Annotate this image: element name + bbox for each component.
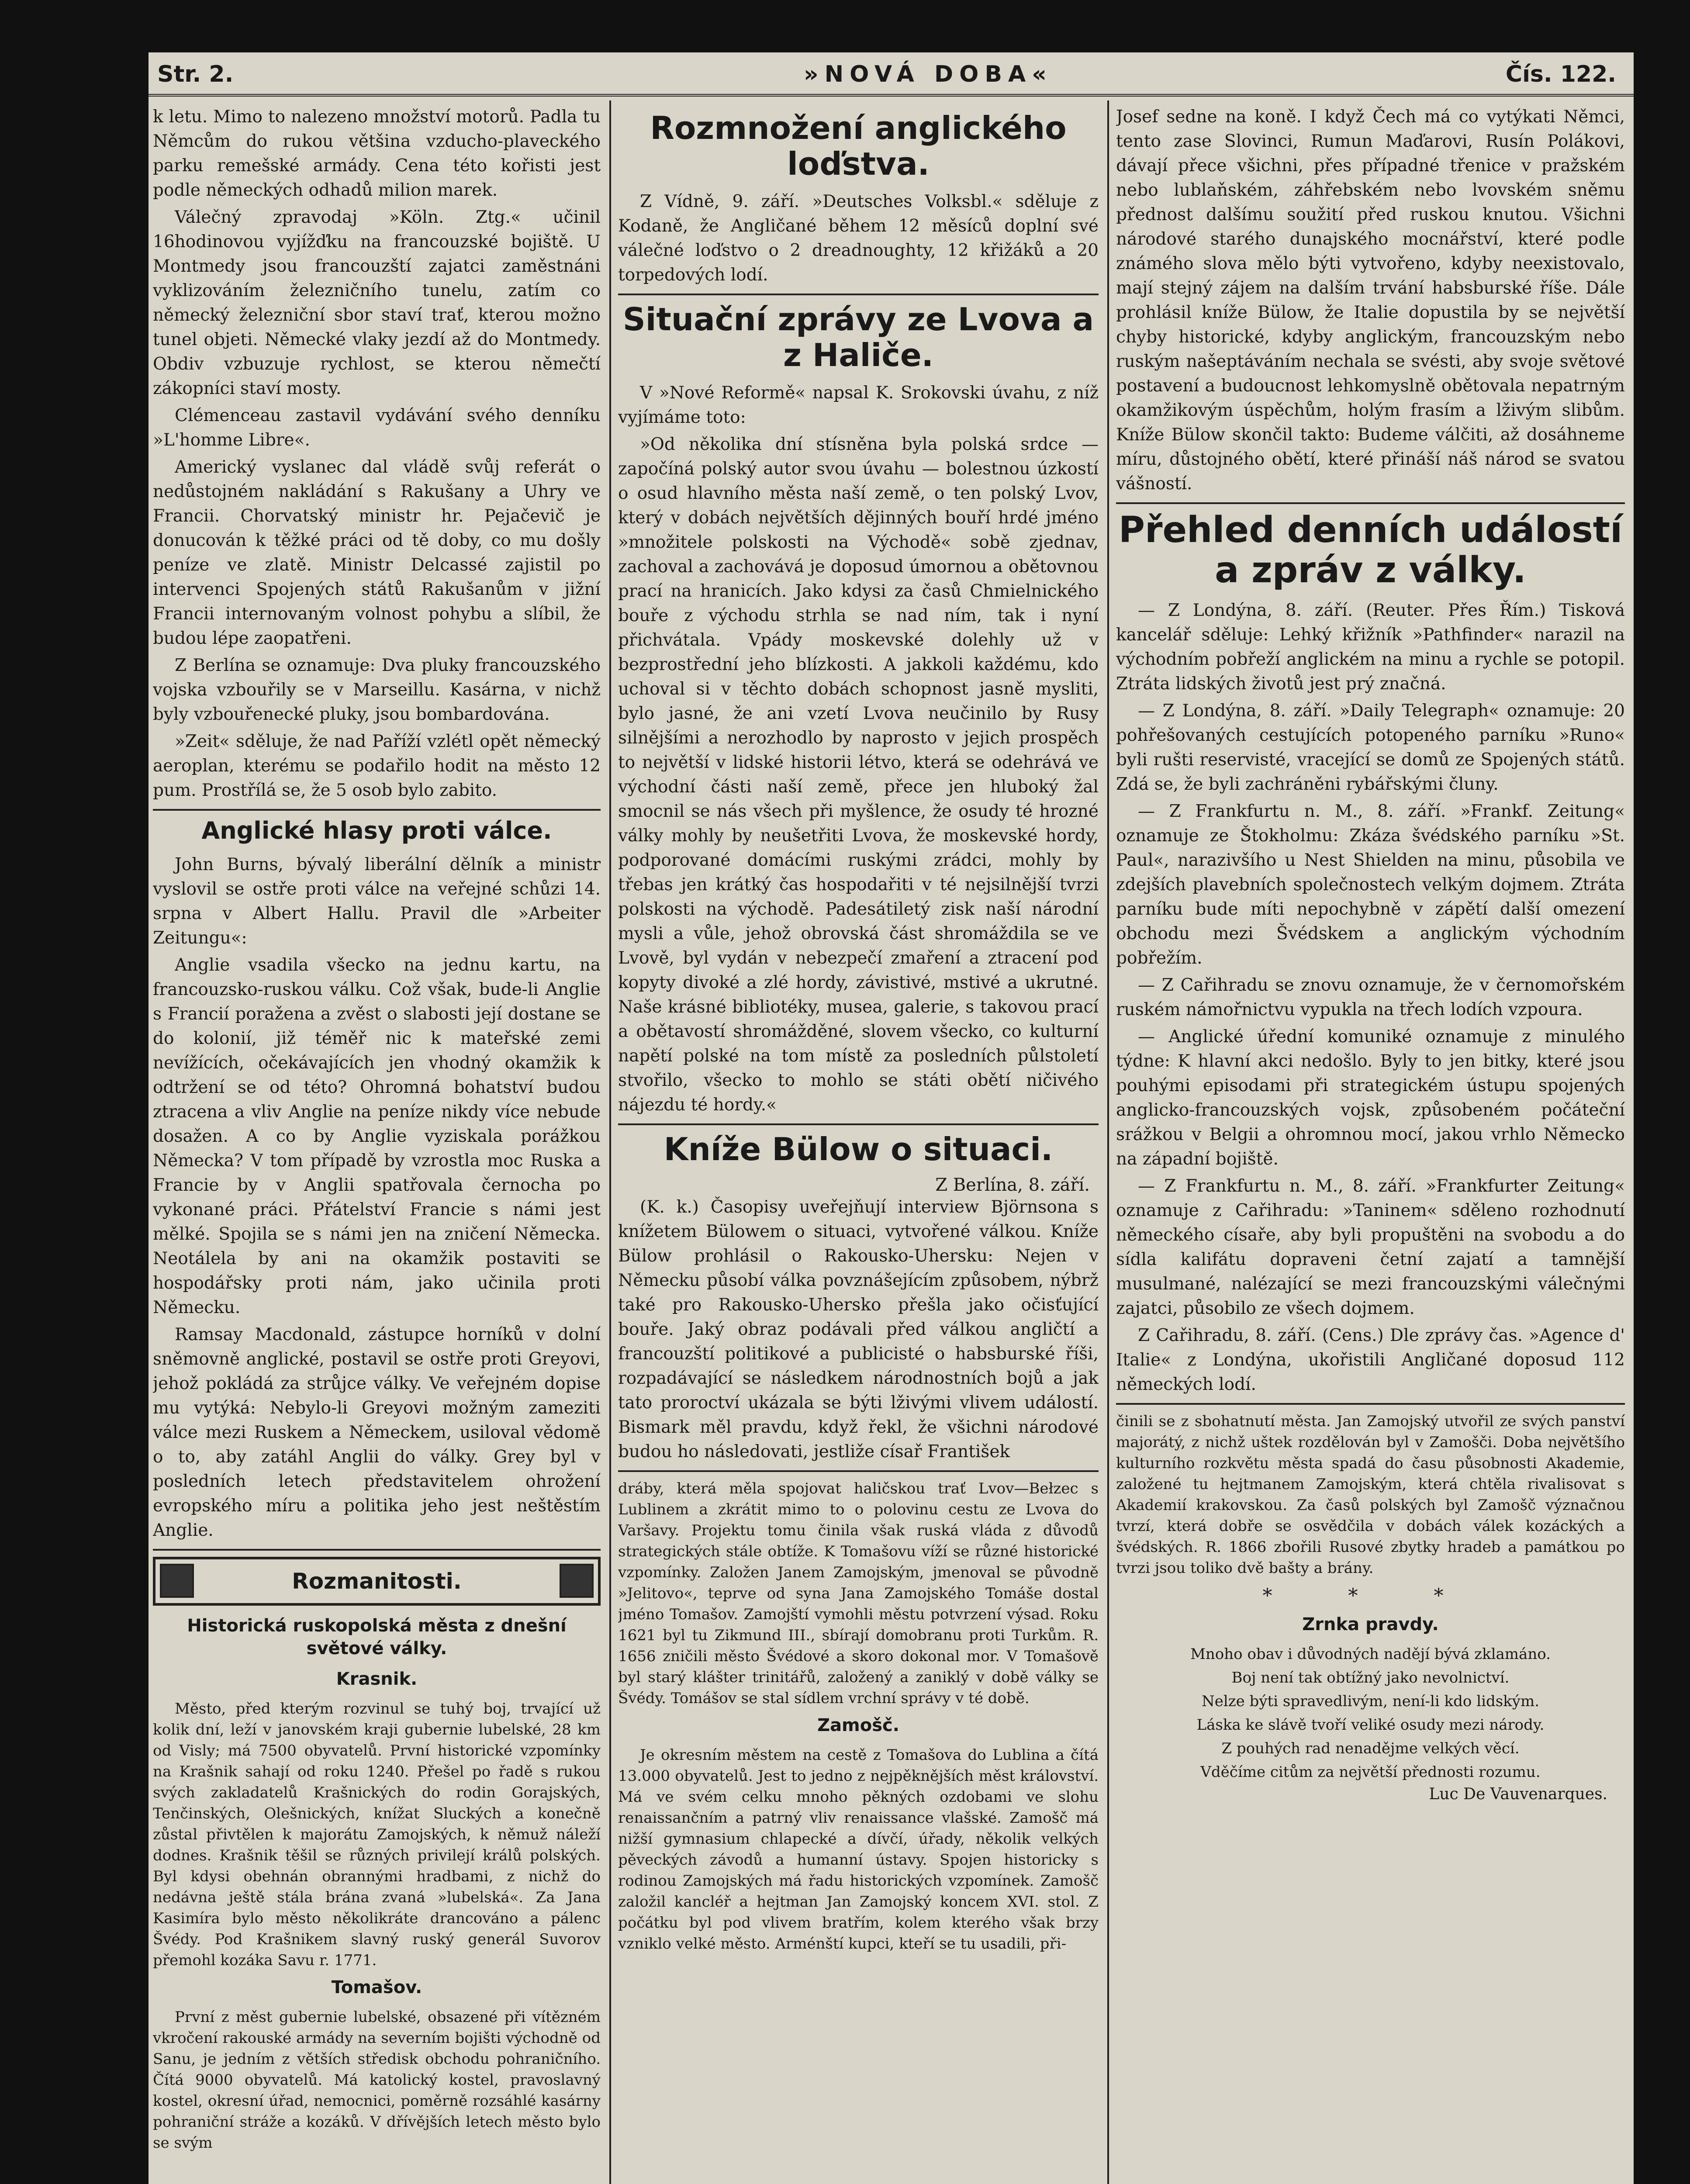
article-paragraph: Z Vídně, 9. září. »Deutsches Volksbl.« sděluje z Kodaně, že Angličané během 12 měsíců doplní své válečné loďstvo o 2 dreadnoughty, 12 křižáků a 20 torpedových lodí. xyxy=(618,192,1099,285)
article-paragraph: V »Nové Reformě« napsal K. Srokovski úvahu, z níž vyjímáme toto: xyxy=(618,383,1099,427)
article-paragraph: Americký vyslanec dal vládě svůj referát o nedůstojném nakládání s Rakušany a Uhry ve Francii. Chorvatský ministr hr. Pejačevič je donucován k těžké práci od tě doby, co mu došly peníze ve zlatě. Ministr Delcassé zajistil po intervenci Spojených států Rakušanům v jižní Francii internovaným volnost pohybu a slíbil, že budou lépe zaopatřeni. xyxy=(153,457,601,648)
headline-knize-bulow: Kníže Bülow o situaci. xyxy=(664,1131,1053,1168)
column-divider-2 xyxy=(1107,100,1109,2184)
headline-anglicke-hlasy: Anglické hlasy proti válce. xyxy=(201,817,552,844)
article-paragraph: Clémenceau zastavil vydávání svého denníku »L'homme Libre«. xyxy=(153,406,601,450)
article-paragraph: — Z Londýna, 8. září. »Daily Telegraph« oznamuje: 20 pohřešovaných cestujících potopeného parníku »Runo« byli rušti reservisté, vracející se domů ze Spojených států. Zdá se, že byli zachráněni rybářskými čluny. xyxy=(1116,701,1625,794)
issue-number: Čís. 122. xyxy=(1505,61,1616,87)
dateline: Z Berlína, 8. září. xyxy=(935,1175,1090,1195)
headline-zrnka-pravdy: Zrnka pravdy. xyxy=(1302,1614,1439,1635)
article-paragraph: — Z Frankfurtu n. M., 8. září. »Frankfurter Zeitung« oznamuje z Cařihradu: »Taninem« sděleno rozhodnutí německého císaře, aby byli propuštěni na svobodu a do sídla kalifátu dopraveni četní zajatí a tamnější musulmané, nalézající se mezi francouzskými válečnými zajatci, působilo ze všech dojmem. xyxy=(1116,1176,1625,1318)
headline-historicka-mesta: Historická ruskopolská města z dnešní světové války. xyxy=(187,1616,567,1659)
section-rule xyxy=(618,294,1099,295)
aphorism: Mnoho obav i důvodných nadějí bývá zklamáno. xyxy=(1190,1645,1551,1663)
column-divider-1 xyxy=(609,100,611,2184)
column-1 xyxy=(153,105,601,2184)
headline-rozmnozeni-lodstva: Rozmnožení anglického loďstva. xyxy=(650,110,1067,182)
article-paragraph: — Z Londýna, 8. září. (Reuter. Přes Řím.) Tisková kancelář sděluje: Lehký křižník »Pathfinder« narazil na východním pobřeží anglickém na minu a rychle se potopil. Ztráta lidských životů jest prý značná. xyxy=(1116,601,1625,694)
aphorism: Z pouhých rad nenadějme velkých věcí. xyxy=(1221,1740,1520,1757)
article-paragraph: Anglie vsadila všecko na jednu kartu, na francouzsko-ruskou válku. Což však, bude-li Anglie s Francií poražena a zvěst o slabosti její dostane se do kolonií, již téměř nic k mateřské zemi nevížících, očekávajících jen vhodný okamžik k odtržení se od této? Ohromná bohatství budou ztracena a vliv Anglie na peníze nikdy více nebude dosažen. A co by Anglie vyziskala porážkou Německa? V tom případě by vzrostla moc Ruska a Francie by v Anglii spatřovala černocha po vykonané práci. Přátelství Francie s námi jest mělké. Spojila se s námi jen na zničení Německa. Neotálela by ani na okamžik postaviti se hospodářsky proti nám, jako učinila proti Německu. xyxy=(153,955,601,1317)
column-3 xyxy=(1116,105,1625,2184)
subhead-krasnik: Krasnik. xyxy=(336,1669,418,1689)
headline-situacni-zpravy: Situační zprávy ze Lvova a z Haliče. xyxy=(622,301,1094,373)
aphorism: Nelze býti spravedlivým, není-li kdo lidským. xyxy=(1201,1693,1540,1710)
article-paragraph: Město, před kterým rozvinul se tuhý boj, trvající už kolik dní, leží v janovském kraji gubernie lubelské, 28 km od Visly; má 7500 obyvatelů. První historické vzpomínky na Krašnik sahají od roku 1240. Přešel po řadě s rukou svých zakladatelů Krašnických do rodin Gorajských, Tenčinských, Olešnických, knížat Sluckých a konečně zůstal přivtělen k majorátu Zamojských, k němuž náleží dodnes. Krašnik těšil se různých privilejí králů polských. Byl kdysi obehnán obrannými hradbami, z nichž do nedávna ještě stála brána zvaná »lubelská«. Za Jana Kasimíra bylo město několikráte drancováno a pálenc Švédy. Pod Krašnikem slavný ruský generál Suvorov přemohl kozáka Savu r. 1771. xyxy=(153,1700,601,1969)
subhead-zamosc: Zamošč. xyxy=(817,1715,899,1735)
article-paragraph: Je okresním městem na cestě z Tomašova do Lublina a čítá 13.000 obyvatelů. Jest to jedno z nejpěknějších měst království. Má ve svém celku mnoho pěkných ozdobami ve slohu renaissančním a patrný vliv renaissance vlašské. Zamošč má nižší gymnasium chlapecké a dívčí, úřady, několik velkých pěveckých závodů a humanní ústavy. Spojen historicky s rodinou Zamojských má řadu historických vzpomínek. Zamošč založil kancléř a hejtman Jan Zamojský koncem XVI. stol. Z počátku byl pod vlivem bratřím, kolem kterého však brzy vzniklo velké město. Arménští kupci, kteří se tu usadili, při- xyxy=(618,1746,1099,1952)
section-rule xyxy=(153,809,601,811)
article-paragraph: (K. k.) Časopisy uveřejňují interview Björnsona s knížetem Bülowem o situaci, vytvořené válkou. Kníže Bülow prohlásil o Rakousko-Uhersku: Nejen v Německu působí válka povznášejícím způsobem, nýbrž také pro Rakousko-Uhersko přešla jako očisťující bouře. Jaký obraz podávali před válkou angličtí a francouzští politikové a publicisté o habsburské říši, rozpadávající se následkem národnostních bojů a jak tato proroctví ukázala se býti lživými vlivem událostí. Bismark měl pravdu, když řekl, že všichni národové budou ho následovati, jestliže císař František xyxy=(618,1197,1099,1462)
article-paragraph: Z Cařihradu, 8. září. (Cens.) Dle zprávy čas. »Agence d' Italie« z Londýna, ukořistili Angličané doposud 112 německých lodí. xyxy=(1116,1326,1625,1394)
column-2 xyxy=(618,105,1099,2184)
article-paragraph: — Z Cařihradu se znovu oznamuje, že v černomořském ruském námořnictvu vypukla na třech lodích vzpoura. xyxy=(1116,975,1625,1019)
section-rule xyxy=(618,1123,1099,1125)
separator-stars: * * * xyxy=(1262,1585,1479,1607)
article-paragraph: dráby, která měla spojovat haličskou trať Lvov—Bełzec s Lublinem a zkrátit mimo to o polovinu cestu ze Lvova do Varšavy. Projektu tomu činila však ruská vláda z důvodů strategických stále obtíže. K Tomašovu víží se různé historické vzpomínky. Založen Janem Zamojským, jmenoval se původně »Jelitovo«, teprve od syna Jana Zamojského Tomáše dostal jméno Tomašov. Zamojští vymohli městu potvrzení výsad. Roku 1621 byl tu Zikmund III., sbírají domobranu proti Turkům. R. 1656 zničili město Švédové a skoro dokonal mor. V Tomašově byl starý klášter trinitářů, založený a zaniklý v době války se Švédy. Tomášov se stal sídlem vrchní správy v té době. xyxy=(618,1480,1099,1707)
article-paragraph: k letu. Mimo to nalezeno množství motorů. Padla tu Němcům do rukou většina vzducho-plaveckého parku remešské armády. Cena této kořisti jest podle německých odhadů milion marek. xyxy=(153,107,601,200)
subhead-tomasov: Tomašov. xyxy=(331,1977,422,1997)
article-paragraph: John Burns, bývalý liberální dělník a ministr vyslovil se ostře proti válce na veřejné schůzi 14. srpna v Albert Hallu. Pravil dle »Arbeiter Zeitungu«: xyxy=(153,855,601,948)
article-paragraph: — Z Frankfurtu n. M., 8. září. »Frankf. Zeitung« oznamuje ze Štokholmu: Zkáza švédského parníku »St. Paul«, narazivšího u Nest Shielden na minu, působila ve zdejších plavebních společnostech velkým dojmem. Ztráta parníku bude míti nepochybně v zápětí další omezení obchodu mezi Švédskem a anglickým východním pobřežím. xyxy=(1116,802,1625,968)
article-paragraph: — Anglické úřední komuniké oznamuje z minulého týdne: K hlavní akci nedošlo. Byly to jen bitky, které jsou pouhými episodami při strategickém ústupu spojených anglicko-francouzských vojsk, způsobeném počáteční srážkou v Belgii a ohromnou mocí, jakou vrhlo Německo na západní bojiště. xyxy=(1116,1027,1625,1169)
article-paragraph: »Od několika dní stísněna byla polská srdce — započíná polský autor svou úvahu — bolestnou úzkostí o osud hlavního města naší země, o ten polský Lvov, který v dobách největších dějinných bouří hrdé jméno »množitele polskosti na Východě« sobě zjednav, zachoval a zachovává je doposud úmornou a obětovnou prací na hranicích. Jako kdysi za časů Chmielnického bouře z východu strhla se nad ním, tak i nyní přichvátala. Vpády moskevské dolehly už v bezprostřední jeho blízkosti. A jakkoli každému, kdo uchoval si v těchto dobách schopnost jasně mysliti, bylo jasné, že ani vzetí Lvova neučinilo by Rusy silnějšími a nerozhodlo by naprosto v jejich prospěch to největší v lidské historii létvo, která se odehrává ve východní části naší země, přece jen hluboký žal smocnil se nás všech při myšlence, že osudy té hrozné války mohly by neušetřiti Lvova, že moskevské hordy, podporované domácími ruskými zrádci, mohly by třebas jen krátký čas hospodařiti v té nejsilnější tvrzi polskosti na východě. Padesátiletý zisk naší národní mysli a vůle, jehož obrovská část shromáždila se ve Lvově, byl vydán v nebezpečí zmaření a ztracení pod kopyty divoké a zlé hordy, závistivé, mstivé a ukrutné. Naše krásné bibliotéky, musea, galerie, s takovou prací a obětavostí shromážděné, slovem všecko, co kulturní napětí polské na tom místě za posledních půlstoletí stvořilo, všecko to mohlo se státi obětí ničivého nájezdu té hordy.« xyxy=(618,435,1099,1115)
newspaper-page xyxy=(149,52,1634,2184)
ornament-icon xyxy=(160,1564,194,1598)
section-rule xyxy=(153,1549,601,1551)
article-paragraph: První z měst gubernie lubelské, obsazené při vítězném vkročení rakouské armády na severním bojišti východně od Sanu, je jedním z větších středisk obchodu pohraničního. Čítá 9000 obyvatelů. Má katolický kostel, pravoslavný kostel, okresní úřad, nemocnici, poměrně rozsáhlé kasárny pohraniční stráže a kozáků. V dřívějších letech město bylo se svým xyxy=(153,2008,601,2152)
masthead-title: »NOVÁ DOBA« xyxy=(804,61,1053,87)
header-rule xyxy=(149,94,1634,97)
section-rule xyxy=(1116,1403,1625,1405)
article-paragraph: činili se z sbohatnutí města. Jan Zamojský utvořil ze svých panství majorátý, z nichž uštek rozdělován byl v Zamošči. Doba největšího kulturního rozkvětu města spadá do času působnosti Akademie, založené tu hejtmanem Zamojským, která chtěla rivalisovat s Akademií krakovskou. Za časů polských byl Zamošč význačnou tvrzí, která dobře se osvědčila v dobách válek kozáckých a švédských. R. 1866 zbořili Rusové zbytky hradeb a památkou po tvrzi jsou toliko dvě bašty a brány. xyxy=(1116,1413,1625,1577)
aphorism: Vděčíme citům za největší přednosti rozumu. xyxy=(1200,1763,1541,1781)
article-paragraph: Válečný zpravodaj »Köln. Ztg.« učinil 16hodinovou vyjížďku na francouzské bojiště. U Montmedy jsou francouzští zajatci zaměstnáni vyklizováním železničního tunelu, zatím co německý železniční sbor staví trať, kterou možno tunel objeti. Německé vlaky jezdí až do Montmedy. Obdiv vzbuzuje rychlost, se kterou němečtí zákopníci staví mosty. xyxy=(153,207,601,398)
section-rule xyxy=(1116,502,1625,504)
ornament-icon xyxy=(560,1564,594,1598)
article-paragraph: »Zeit« sděluje, že nad Paříží vzlétl opět německý aeroplan, kterému se podařilo hodit na město 12 pum. Prostřílá se, že 5 osob bylo zabito. xyxy=(153,732,601,800)
section-rule xyxy=(618,1470,1099,1472)
author-signature: Luc De Vauvenarques. xyxy=(1429,1785,1607,1803)
article-paragraph: Josef sedne na koně. I když Čech má co vytýkati Němci, tento zase Slovinci, Rumun Maďarovi, Rusín Polákovi, dávají přece všichni, přes případné třenice v pražském nebo lublaňském, záhřebském nebo lvovském sněmu přednost dalšímu soužití před ruskou knutou. Všichni národové starého dunajského mocnářství, které podle známého slova mělo býti vytvořeno, kdyby neexistovalo, mají stejný zájem na dalším trvání habsburské říše. Dále prohlásil kníže Bülow, že Italie dopustila by se největší chyby historické, kdyby anglickým, francouzským nebo ruským našeptáváním nechala se svésti, aby svoje světové postavení a budoucnost lehkomyslně obětovala nepatrným okamžikovým úspěchům, holým frasím a lživým slibům. Kníže Bülow skončil takto: Budeme válčiti, až dosáhneme míru, důstojného obětí, které přináší náš národ se svatou vášností. xyxy=(1116,107,1625,494)
aphorism: Boj není tak obtížný jako nevolnictví. xyxy=(1231,1669,1510,1686)
article-paragraph: Ramsay Macdonald, zástupce horníků v dolní sněmovně anglické, postavil se ostře proti Greyovi, jehož pokládá za strůjce války. Ve veřejném dopise mu vytýká: Nebylo-li Greyovi možným zameziti válce mezi Ruskem a Německem, usiloval vědomě o to, aby zatáhl Anglii do války. Grey byl v posledních letech představitelem ohrožení evropského míru a politika jeho jest neštěstím Anglie. xyxy=(153,1325,601,1540)
rozmanitosti-banner xyxy=(153,1557,601,1606)
page-number: Str. 2. xyxy=(157,61,234,87)
headline-prehled: Přehled denních událostí a zpráv z války. xyxy=(1118,509,1623,591)
rozmanitosti-title: Rozmanitosti. xyxy=(292,1569,462,1594)
aphorism: Láska ke slávě tvoří veliké osudy mezi národy. xyxy=(1196,1716,1545,1734)
article-paragraph: Z Berlína se oznamuje: Dva pluky francouzského vojska vzbouřily se v Marseillu. Kasárna, v nichž byly vzbouřenecké pluky, jsou bombardována. xyxy=(153,656,601,724)
